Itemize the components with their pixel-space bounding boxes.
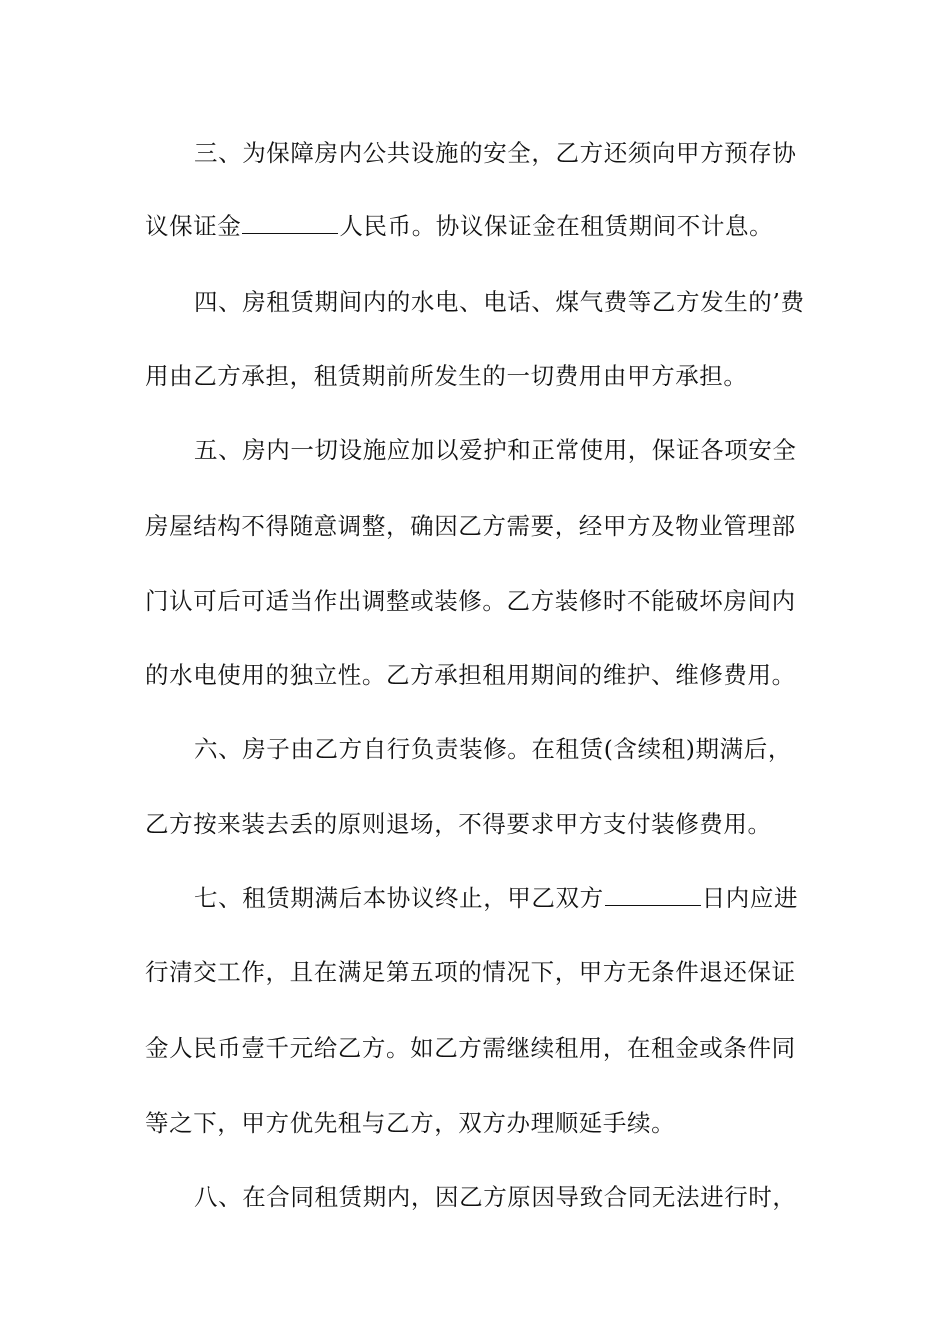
- clause-7-line-4: 等之下，甲方优先租与乙方，双方办理顺延手续。: [145, 1109, 676, 1137]
- clause-3-line-2: [145, 206, 815, 246]
- clause-6-line-2: 乙方按来装去丢的原则退场，不得要求甲方支付装修费用。: [145, 810, 772, 838]
- clause-5-line-4: 的水电使用的独立性。乙方承担租用期间的维护、维修费用。: [145, 661, 796, 689]
- clause-4-line-2: 用由乙方承担，租赁期前所发生的一切费用由甲方承担。: [145, 362, 748, 390]
- clause-3-text-after-blank: 人民币。协议保证金在租赁期间不计息。: [339, 212, 774, 240]
- handover-days-blank: [605, 881, 701, 906]
- clause-3-text-before-blank: 议保证金: [145, 212, 242, 240]
- clause-7-text-before-blank: 七、租赁期满后本协议终止，甲乙双方: [194, 884, 604, 912]
- clause-7-line-3: 金人民币壹千元给乙方。如乙方需继续租用，在租金或条件同: [145, 1034, 796, 1062]
- clause-5-line-2: 房屋结构不得随意调整，确因乙方需要，经甲方及物业管理部: [145, 512, 796, 540]
- clause-4-line-1: 四、房租赁期间内的水电、电话、煤气费等乙方发生的’费: [194, 288, 805, 316]
- clause-7-line-1: [194, 878, 815, 918]
- deposit-amount-blank: [242, 209, 338, 234]
- clause-7-line-2: 行清交工作，且在满足第五项的情况下，甲方无条件退还保证: [145, 958, 796, 986]
- clause-6-line-1: 六、房子由乙方自行负责装修。在租赁(含续租)期满后，: [194, 735, 792, 763]
- clause-3-line-1: 三、为保障房内公共设施的安全，乙方还须向甲方预存协: [194, 139, 797, 167]
- clause-5-line-3: 门认可后可适当作出调整或装修。乙方装修时不能破坏房间内: [145, 587, 796, 615]
- clause-5-line-1: 五、房内一切设施应加以爱护和正常使用，保证各项安全: [194, 436, 797, 464]
- clause-8-line-1: 八、在合同租赁期内，因乙方原因导致合同无法进行时，: [194, 1183, 797, 1211]
- clause-7-text-after-blank: 日内应进: [701, 884, 799, 912]
